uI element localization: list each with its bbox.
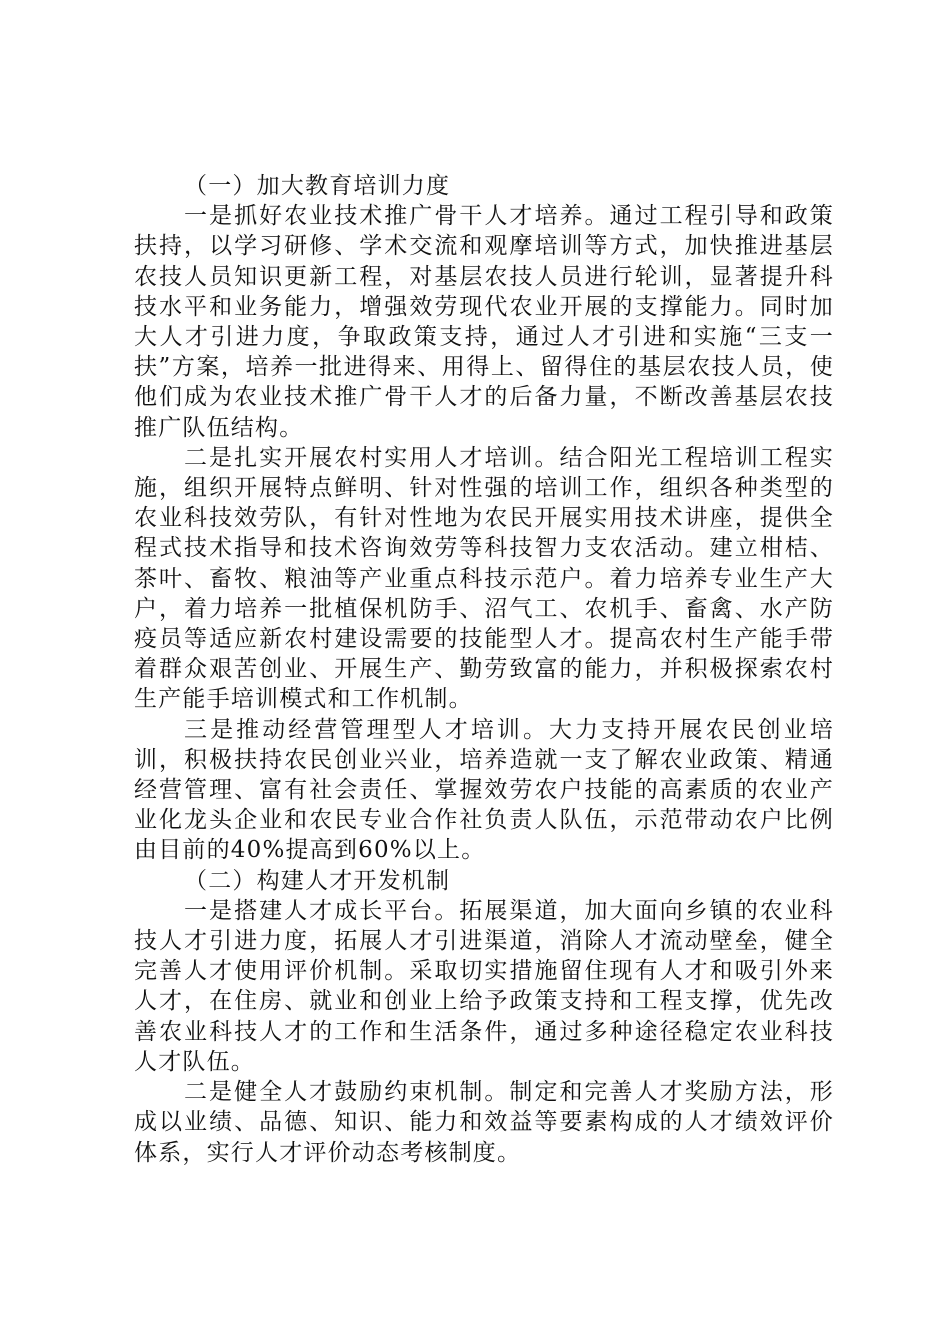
paragraph-1-1: 一是抓好农业技术推广骨干人才培养。通过工程引导和政策扶持，以学习研修、学术交流和观摩培训等方式，加快推进基层农技人员知识更新工程，对基层农技人员进行轮训，显著提升科技水平和业务能力，增强效劳现代农业开展的支撑能力。同时加大人才引进力度，争取政策支持，通过人才引进和实施“三支一扶”方案，培养一批进得来、用得上、留得住的基层农技人员，使他们成为农业技术推广骨干人才的后备力量，不断改善基层农技推广队伍结构。 (134, 203, 834, 441)
paragraph-1-3: 三是推动经营管理型人才培训。大力支持开展农民创业培训，积极扶持农民创业兴业，培养造就一支了解农业政策、精通经营管理、富有社会责任、掌握效劳农户技能的高素质的农业产业化龙头企业和农民专业合作社负责人队伍，示范带动农户比例由目前的40%提高到60%以上。 (134, 716, 834, 864)
paragraph-2-1: 一是搭建人才成长平台。拓展渠道，加大面向乡镇的农业科技人才引进力度，拓展人才引进渠道，消除人才流动壁垒，健全完善人才使用评价机制。采取切实措施留住现有人才和吸引外来人才，在住房、就业和创业上给予政策支持和工程支撑，优先改善农业科技人才的工作和生活条件，通过多种途径稳定农业科技人才队伍。 (134, 897, 834, 1075)
paragraph-2-2: 二是健全人才鼓励约束机制。制定和完善人才奖励方法，形成以业绩、品德、知识、能力和效益等要素构成的人才绩效评价体系，实行人才评价动态考核制度。 (134, 1079, 834, 1166)
section-heading-2: （二）构建人才开发机制 (184, 867, 451, 894)
paragraph-1-2: 二是扎实开展农村实用人才培训。结合阳光工程培训工程实施，组织开展特点鲜明、针对性强的培训工作，组织各种类型的农业科技效劳队，有针对性地为农民开展实用技术讲座，提供全程式技术指导和技术咨询效劳等科技智力支农活动。建立柑桔、茶叶、畜牧、粮油等产业重点科技示范户。着力培养专业生产大户，着力培养一批植保机防手、沼气工、农机手、畜禽、水产防疫员等适应新农村建设需要的技能型人才。提高农村生产能手带着群众艰苦创业、开展生产、勤劳致富的能力，并积极探索农村生产能手培训模式和工作机制。 (134, 444, 834, 713)
document-body (134, 171, 834, 1168)
section-heading-1: （一）加大教育培训力度 (184, 173, 451, 199)
